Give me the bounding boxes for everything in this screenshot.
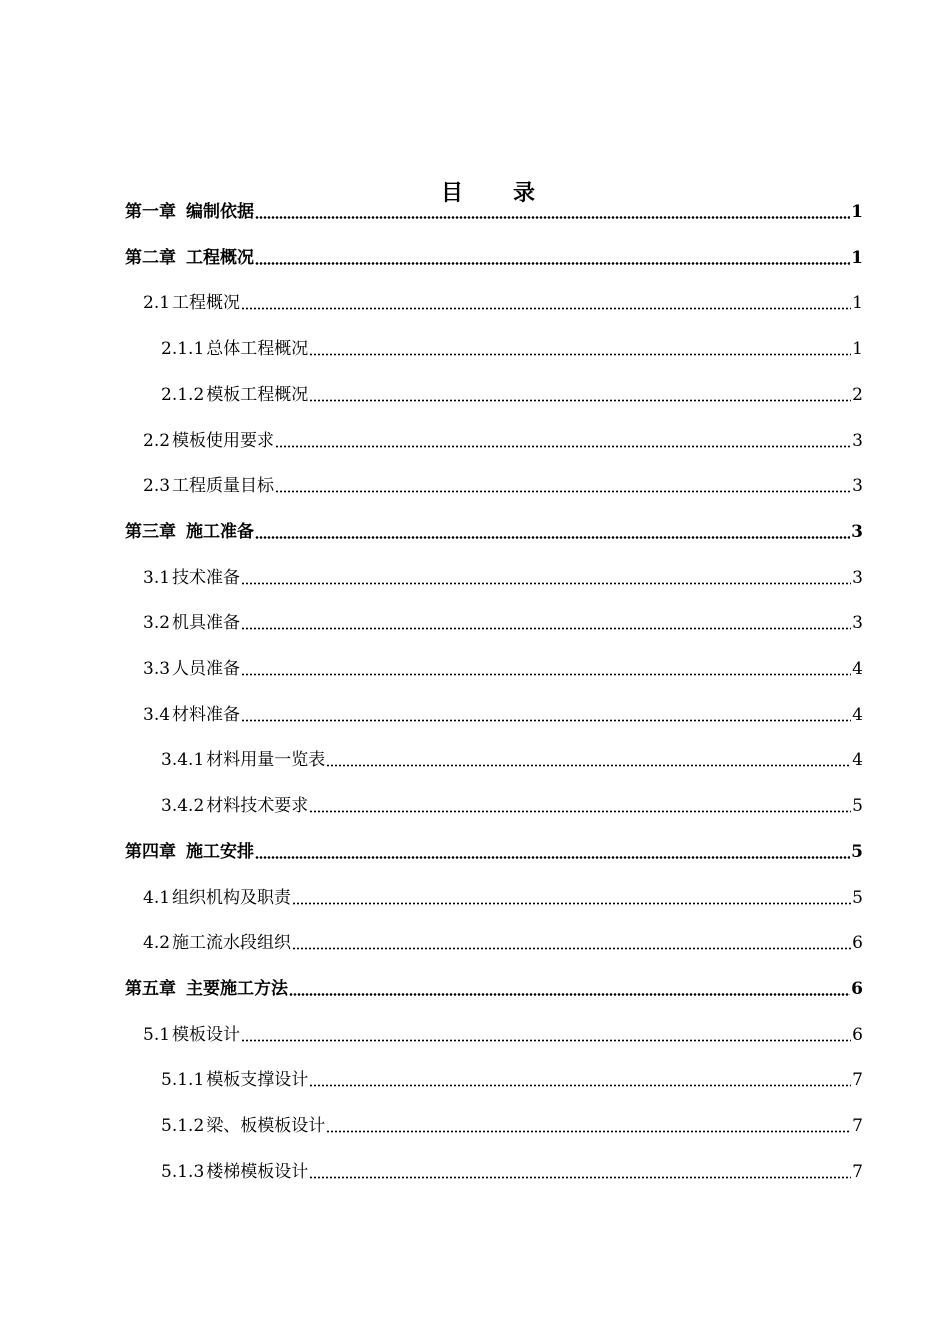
dot-leader xyxy=(292,947,851,950)
toc-entry-text: 组织机构及职责 xyxy=(172,887,292,908)
toc-entry[interactable] xyxy=(143,698,863,726)
toc-entry[interactable] xyxy=(143,286,863,314)
toc-entry-text: 模板工程概况 xyxy=(206,384,309,405)
dot-leader xyxy=(309,1084,851,1087)
toc-entry-number: 2.2 xyxy=(143,430,171,451)
toc-page-number: 2 xyxy=(852,384,863,405)
toc-entry-label xyxy=(161,795,308,817)
toc-entry-number: 2.1 xyxy=(143,293,171,314)
toc-entry-label xyxy=(125,841,254,863)
toc-entry-number: 2.3 xyxy=(143,476,171,497)
toc-entry-label xyxy=(143,704,240,726)
toc-page-number: 3 xyxy=(851,521,863,542)
toc-entry-text: 材料技术要求 xyxy=(206,796,309,817)
toc-entry[interactable] xyxy=(161,789,863,817)
toc-entry-number: 第二章 xyxy=(125,247,176,268)
toc-page-number: 5 xyxy=(852,796,863,817)
toc-entry[interactable] xyxy=(161,1109,863,1137)
toc-entry-text: 施工流水段组织 xyxy=(172,933,292,954)
toc-entry[interactable] xyxy=(143,1018,863,1046)
dot-leader xyxy=(255,216,850,219)
toc-entry-label xyxy=(143,658,240,680)
dot-leader xyxy=(289,993,850,996)
toc-entry-label xyxy=(125,978,288,1000)
dot-leader xyxy=(309,1176,851,1179)
toc-entry-text: 施工安排 xyxy=(186,841,254,862)
toc-entry-label xyxy=(125,521,254,543)
toc-entry-text: 工程概况 xyxy=(186,247,254,268)
toc-entry-text: 机具准备 xyxy=(172,613,241,634)
dot-leader xyxy=(255,262,850,265)
toc-entry-number: 第一章 xyxy=(125,202,176,222)
dot-leader xyxy=(275,490,851,493)
dot-leader xyxy=(309,810,851,813)
dot-leader xyxy=(241,627,851,630)
toc-entry-text: 工程质量目标 xyxy=(172,476,275,497)
toc-entry-number: 3.4 xyxy=(143,704,171,725)
toc-page-number: 3 xyxy=(852,567,863,588)
dot-leader xyxy=(241,1039,851,1042)
toc-entry-label xyxy=(161,338,308,360)
dot-leader xyxy=(241,582,851,585)
toc-entry-text: 施工准备 xyxy=(186,521,254,542)
toc-entry[interactable] xyxy=(143,881,863,909)
toc-page-number: 1 xyxy=(852,339,863,360)
dot-leader xyxy=(241,719,851,722)
toc-entry[interactable] xyxy=(143,469,863,497)
toc-page-number: 3 xyxy=(852,613,863,634)
toc-entry-number: 3.3 xyxy=(143,659,171,679)
toc-page-number: 7 xyxy=(852,1116,863,1136)
dot-leader xyxy=(326,1130,851,1133)
toc-page-number: 1 xyxy=(851,202,863,222)
toc-entry-text: 主要施工方法 xyxy=(186,978,288,999)
toc-entry[interactable] xyxy=(143,926,863,954)
toc-entry-label xyxy=(143,1024,240,1046)
toc-entry-label xyxy=(143,932,291,954)
toc-entry-text: 总体工程概况 xyxy=(206,339,309,360)
toc-entry[interactable] xyxy=(125,241,863,269)
toc-entry-label xyxy=(125,247,254,269)
toc-entry-text: 楼梯模板设计 xyxy=(206,1161,309,1182)
dot-leader xyxy=(309,399,851,402)
toc-entry[interactable] xyxy=(143,424,863,452)
toc-page-number: 6 xyxy=(852,1024,863,1045)
toc-entry-number: 第五章 xyxy=(125,978,176,999)
toc-entry-text: 模板使用要求 xyxy=(172,430,275,451)
toc-page-number: 6 xyxy=(852,933,863,954)
toc-entry-label xyxy=(161,1069,308,1091)
toc-entry-label xyxy=(161,384,308,406)
toc-page-number: 7 xyxy=(852,1161,863,1182)
toc-entry-number: 4.1 xyxy=(143,887,171,908)
toc-entry-number: 2.1.2 xyxy=(161,384,205,405)
toc-entry[interactable] xyxy=(161,332,863,360)
toc-entry-label xyxy=(143,567,240,589)
toc-page-number: 1 xyxy=(852,293,863,314)
toc-entry-text: 材料用量一览表 xyxy=(206,750,326,771)
toc-entry-number: 4.2 xyxy=(143,933,171,954)
toc-entry-label xyxy=(161,1115,325,1137)
toc-entry-number: 3.1 xyxy=(143,567,171,588)
dot-leader xyxy=(241,673,851,676)
toc-entry-label xyxy=(143,475,274,497)
toc-entry-number: 5.1.3 xyxy=(161,1161,205,1182)
toc-entry[interactable] xyxy=(143,561,863,589)
toc-entry-number: 3.2 xyxy=(143,613,171,634)
toc-page-number: 5 xyxy=(851,841,863,862)
toc-entry-number: 5.1.1 xyxy=(161,1070,205,1091)
toc-entry[interactable] xyxy=(125,835,863,863)
toc-entry-number: 3.4.1 xyxy=(161,750,205,771)
dot-leader xyxy=(275,445,851,448)
toc-entry-text: 编制依据 xyxy=(186,202,254,222)
toc-entry[interactable] xyxy=(161,378,863,406)
toc-page-number: 1 xyxy=(851,247,863,268)
toc-page-number: 7 xyxy=(852,1070,863,1091)
toc-entry-label xyxy=(161,1161,308,1183)
toc-entry-text: 梁、板模板设计 xyxy=(206,1116,326,1136)
toc-page-number: 5 xyxy=(852,887,863,908)
dot-leader xyxy=(255,856,850,859)
toc-entry-text: 工程概况 xyxy=(172,293,241,314)
toc-entry-label xyxy=(143,292,240,314)
toc-entry[interactable] xyxy=(161,1155,863,1183)
toc-entry[interactable] xyxy=(161,743,863,771)
dot-leader xyxy=(255,536,850,539)
toc-entry-label xyxy=(161,749,325,771)
toc-entry-text: 模板设计 xyxy=(172,1024,241,1045)
page-title: 目 录 xyxy=(440,179,549,206)
toc-entry-text: 材料准备 xyxy=(172,704,241,725)
toc-entry-text: 技术准备 xyxy=(172,567,241,588)
toc-entry[interactable] xyxy=(125,195,863,223)
toc-entry-text: 模板支撑设计 xyxy=(206,1070,309,1091)
toc-entry-number: 3.4.2 xyxy=(161,796,205,817)
toc-entry-label xyxy=(143,887,291,909)
toc-page-number: 3 xyxy=(852,430,863,451)
toc-entry-label xyxy=(143,430,274,452)
toc-page-number: 6 xyxy=(851,978,863,999)
dot-leader xyxy=(309,353,851,356)
toc-entry-number: 2.1.1 xyxy=(161,339,205,360)
dot-leader xyxy=(241,307,851,310)
toc-entry-number: 第三章 xyxy=(125,521,176,542)
toc-entry[interactable] xyxy=(143,606,863,634)
toc-entry[interactable] xyxy=(125,515,863,543)
dot-leader xyxy=(292,902,851,905)
toc-entry-number: 5.1.2 xyxy=(161,1116,205,1136)
toc-entry[interactable] xyxy=(161,1063,863,1091)
toc-entry-number: 第四章 xyxy=(125,841,176,862)
toc-page-number: 4 xyxy=(852,659,863,679)
toc-page-number: 4 xyxy=(852,704,863,725)
toc-entry[interactable] xyxy=(125,972,863,1000)
toc-page-number: 3 xyxy=(852,476,863,497)
toc-entry[interactable] xyxy=(143,652,863,680)
toc-entry-number: 5.1 xyxy=(143,1024,171,1045)
toc-entry-text: 人员准备 xyxy=(172,659,241,679)
toc-entry-label xyxy=(125,201,254,223)
dot-leader xyxy=(326,764,851,767)
toc-page-number: 4 xyxy=(852,750,863,771)
toc-entry-label xyxy=(143,612,240,634)
